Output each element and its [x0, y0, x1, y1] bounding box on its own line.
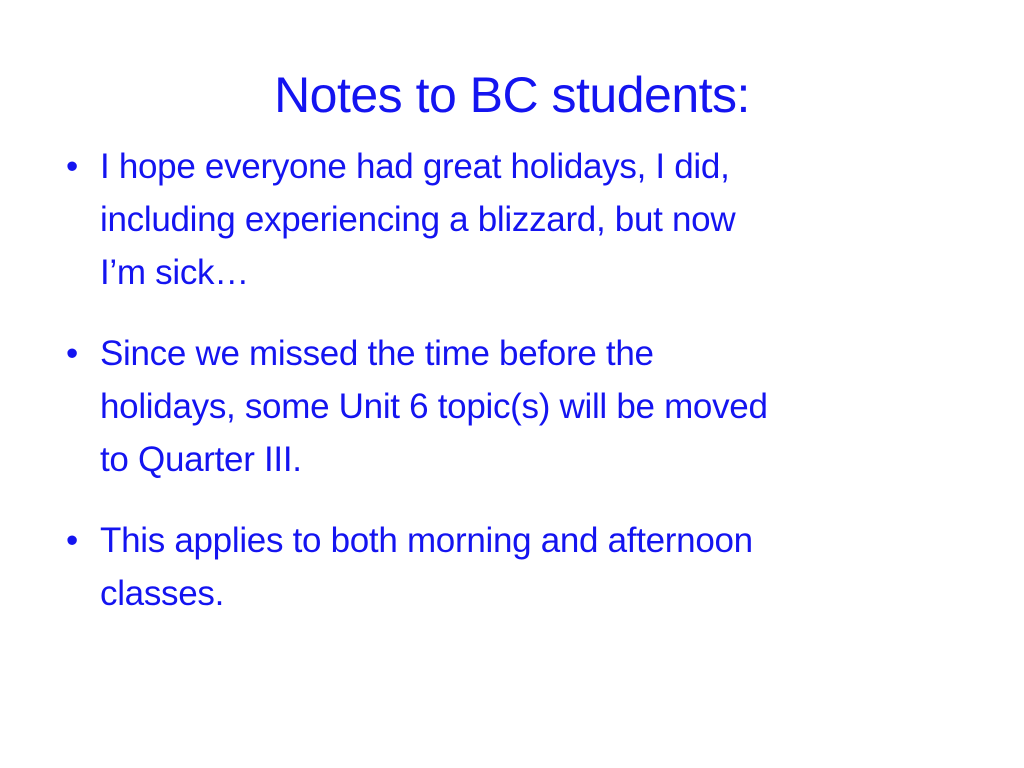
bullet-line: I hope everyone had great holidays, I did,: [100, 147, 730, 186]
bullet-item: [56, 140, 956, 299]
bullet-line: Since we missed the time before the: [100, 334, 654, 373]
bullet-line: I’m sick…: [100, 253, 249, 292]
bullet-dot-icon: •: [66, 334, 78, 373]
bullet-item: [56, 514, 956, 620]
bullet-item: [56, 327, 956, 486]
bullet-list: [56, 140, 956, 620]
bullet-line: holidays, some Unit 6 topic(s) will be moved: [100, 387, 768, 426]
bullet-line: classes.: [100, 574, 225, 613]
bullet-line: to Quarter III.: [100, 440, 302, 479]
bullet-line: including experiencing a blizzard, but now: [100, 200, 736, 239]
bullet-dot-icon: •: [66, 521, 78, 560]
bullet-line: This applies to both morning and afternoon: [100, 521, 753, 560]
bullet-dot-icon: •: [66, 147, 78, 186]
slide-title: Notes to BC students:: [274, 67, 750, 123]
